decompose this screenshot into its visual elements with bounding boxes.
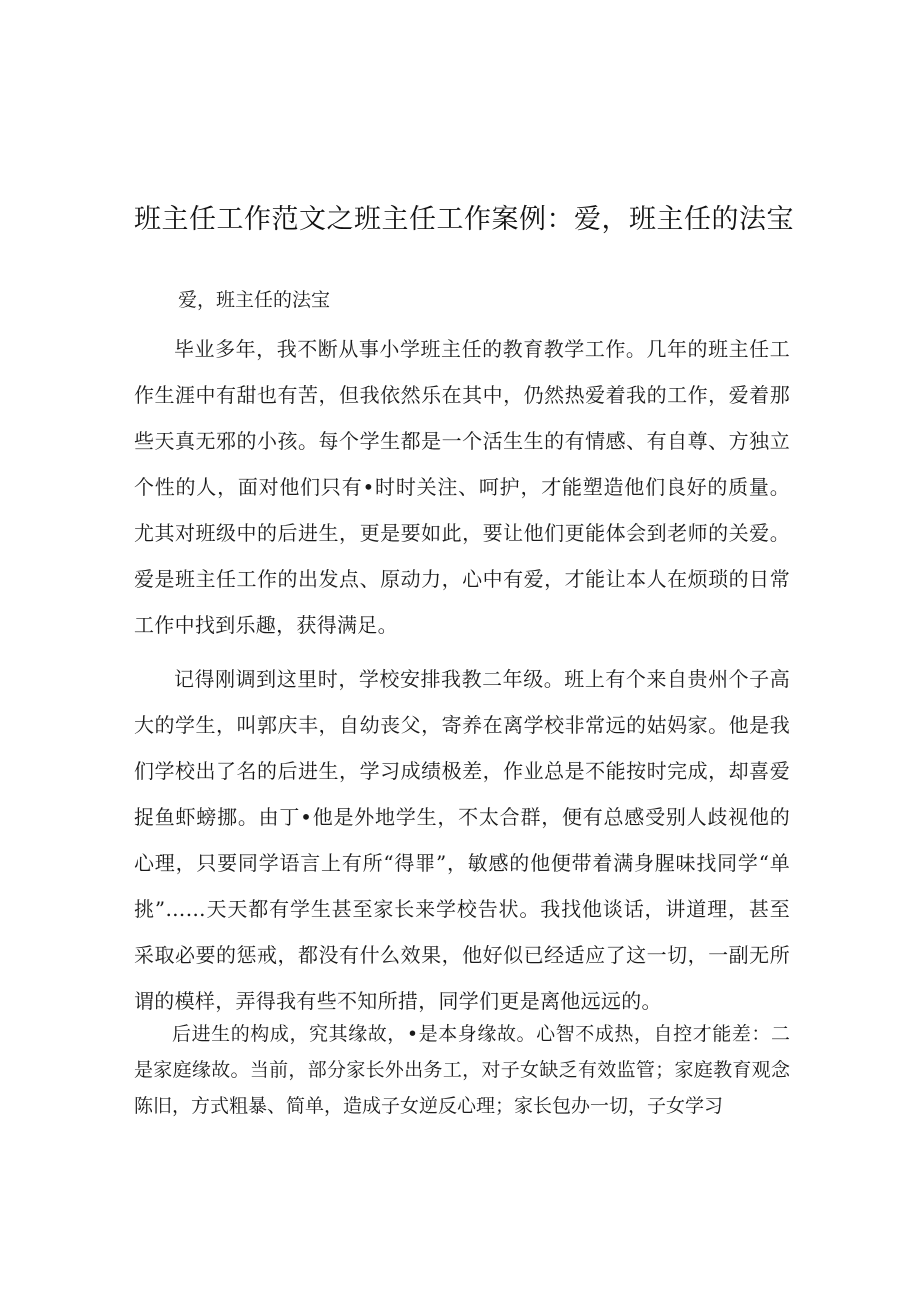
document-title: 班主任工作范文之班主任工作案例：爱，班主任的法宝 [134,204,794,235]
paragraph-3: 后进生的构成，究其缘故，•是本身缘故。心智不成热，自控才能差：二是家庭缘故。当前，部分家长外出务工，对子女缺乏有效监管；家庭教育观念陈旧，方式粗暴、简单，造成子女逆反心理；家长包办一切，子女学习 [134,1023,790,1117]
paragraph-1: 毕业多年，我不断从事小学班主任的教育教学工作。几年的班主任工作生涯中有甜也有苦，但我依然乐在其中，仍然热爱着我的工作，爱着那些天真无邪的小孩。每个学生都是一个活生生的有情感、有自尊、方独立个性的人，面对他们只有•时时关注、呵护，才能塑造他们良好的质量。尤其对班级中的后进生，更是要如此，要让他们更能体会到老师的关爱。爱是班主任工作的出发点、原动力，心中有爱，才能让本人在烦琐的日常工作中找到乐趣，获得满足。 [134,337,790,637]
document-subtitle: 爱，班主任的法宝 [178,289,331,311]
paragraph-2: 记得刚调到这里时，学校安排我教二年级。班上有个来自贵州个子高大的学生，叫郭庆丰，自幼丧父，寄养在离学校非常远的姑妈家。他是我们学校出了名的后进生，学习成绩极差，作业总是不能按时完成，却喜爱捉鱼虾螃挪。由丁•他是外地学生，不太合群，便有总感受别人歧视他的心理，只要同学语言上有所“得罪”，敏感的他便带着满身腥味找同学“单挑”……天天都有学生甚至家长来学校告状。我找他谈话，讲道理，甚至采取必要的惩戒，都没有什么效果，他好似已经适应了这一切，一副无所谓的模样，弄得我有些不知所措，同学们更是离他远远的。 [134,667,790,1013]
